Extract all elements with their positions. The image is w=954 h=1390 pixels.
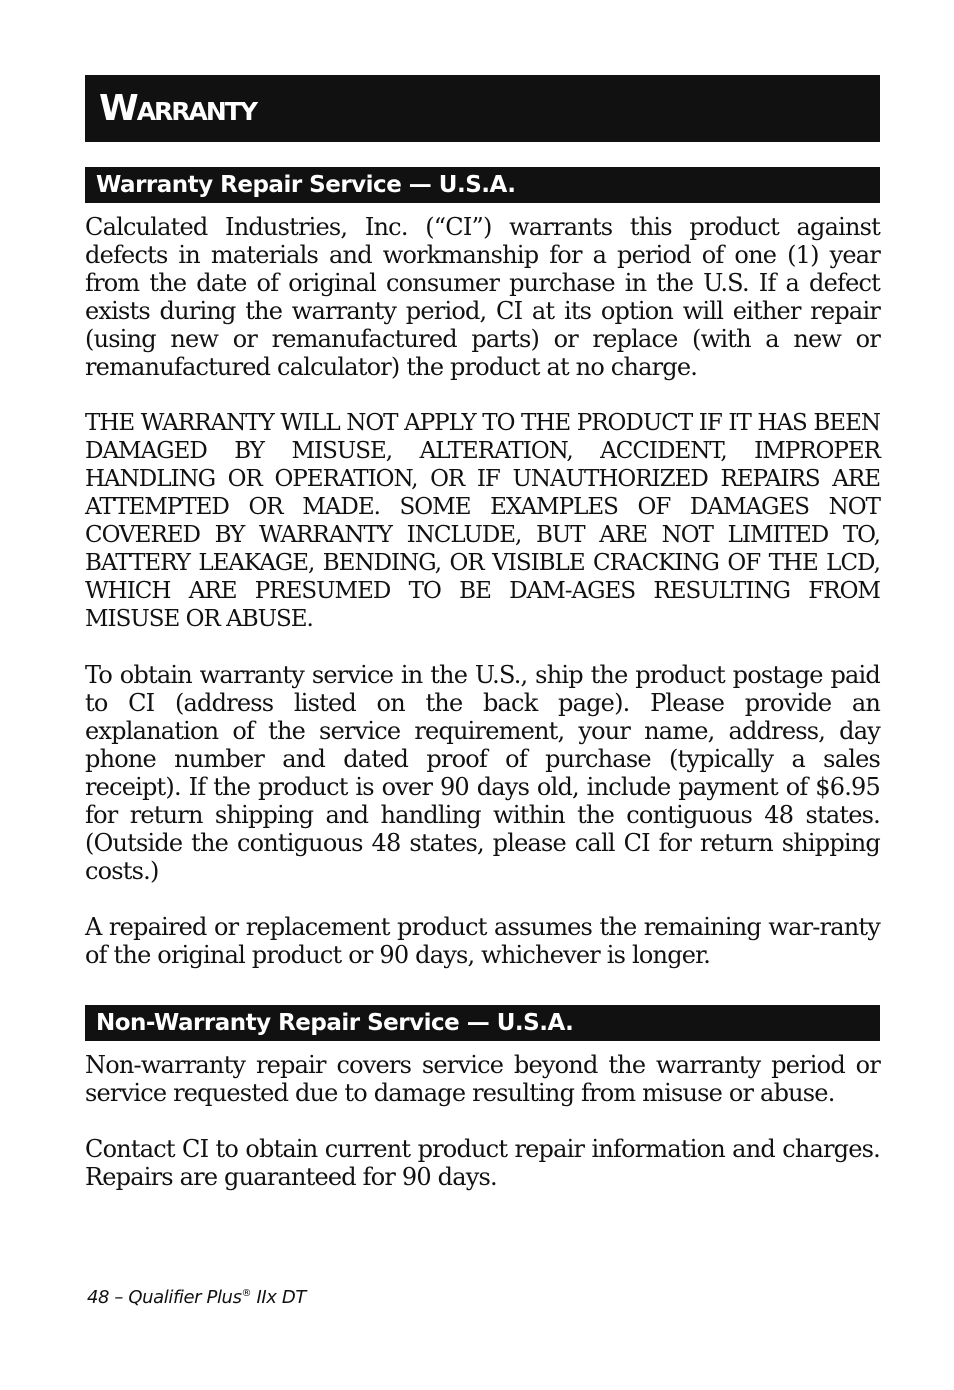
warranty-paragraph-replacement: A repaired or replacement product assumes the remaining war-ranty of the original product or 90 days, whichever is longer. xyxy=(85,913,880,969)
warranty-paragraph-service-instructions: To obtain warranty service in the U.S., ship the product postage paid to CI (address listed on the back page). Please provide an explanation of the service requirement, your name, address, day phone number and dated proof of purchase (typically a sales receipt). If the product is over 90 days old, include payment of $6.95 for return shipping and handling within the contiguous 48 states. (Outside the contiguous 48 states, please call CI for return shipping costs.) xyxy=(85,661,880,885)
warranty-paragraph-exclusions: THE WARRANTY WILL NOT APPLY TO THE PRODUCT IF IT HAS BEEN DAMAGED BY MISUSE, ALTERATION, ACCIDENT, IMPROPER HANDLING OR OPERATION, OR IF UNAUTHORIZED REPAIRS ARE ATTEMPTED OR MADE. SOME EXAMPLES OF DAMAGES NOT COVERED BY WARRANTY INCLUDE, BUT ARE NOT LIMITED TO, BATTERY LEAKAGE, BENDING, OR VISIBLE CRACKING OF THE LCD, WHICH ARE PRESUMED TO BE DAM-AGES RESULTING FROM MISUSE OR ABUSE. xyxy=(85,410,880,632)
footer-model: IIx DT xyxy=(251,1287,306,1308)
footer-page-number: 48 xyxy=(87,1287,110,1308)
section-heading-warranty-repair: Warranty Repair Service — U.S.A. xyxy=(85,167,880,203)
registered-trademark-symbol: ® xyxy=(241,1288,252,1299)
page-content xyxy=(85,75,880,1191)
section-heading-non-warranty-repair: Non-Warranty Repair Service — U.S.A. xyxy=(85,1005,880,1041)
non-warranty-paragraph-contact: Contact CI to obtain current product repair information and charges. Repairs are guaranteed for 90 days. xyxy=(85,1135,880,1191)
footer-product-name: Qualifier Plus xyxy=(128,1287,242,1308)
page-footer xyxy=(87,1287,306,1308)
non-warranty-paragraph-coverage: Non-warranty repair covers service beyond the warranty period or service requested due to damage resulting from misuse or abuse. xyxy=(85,1051,880,1107)
footer-separator: – xyxy=(109,1287,129,1308)
page-title: Warranty xyxy=(85,75,880,142)
warranty-paragraph-coverage: Calculated Industries, Inc. (“CI”) warrants this product against defects in materials and workmanship for a period of one (1) year from the date of original consumer purchase in the U.S. If a defect exists during the warranty period, CI at its option will either repair (using new or remanufactured parts) or replace (with a new or remanufactured calculator) the product at no charge. xyxy=(85,213,880,381)
